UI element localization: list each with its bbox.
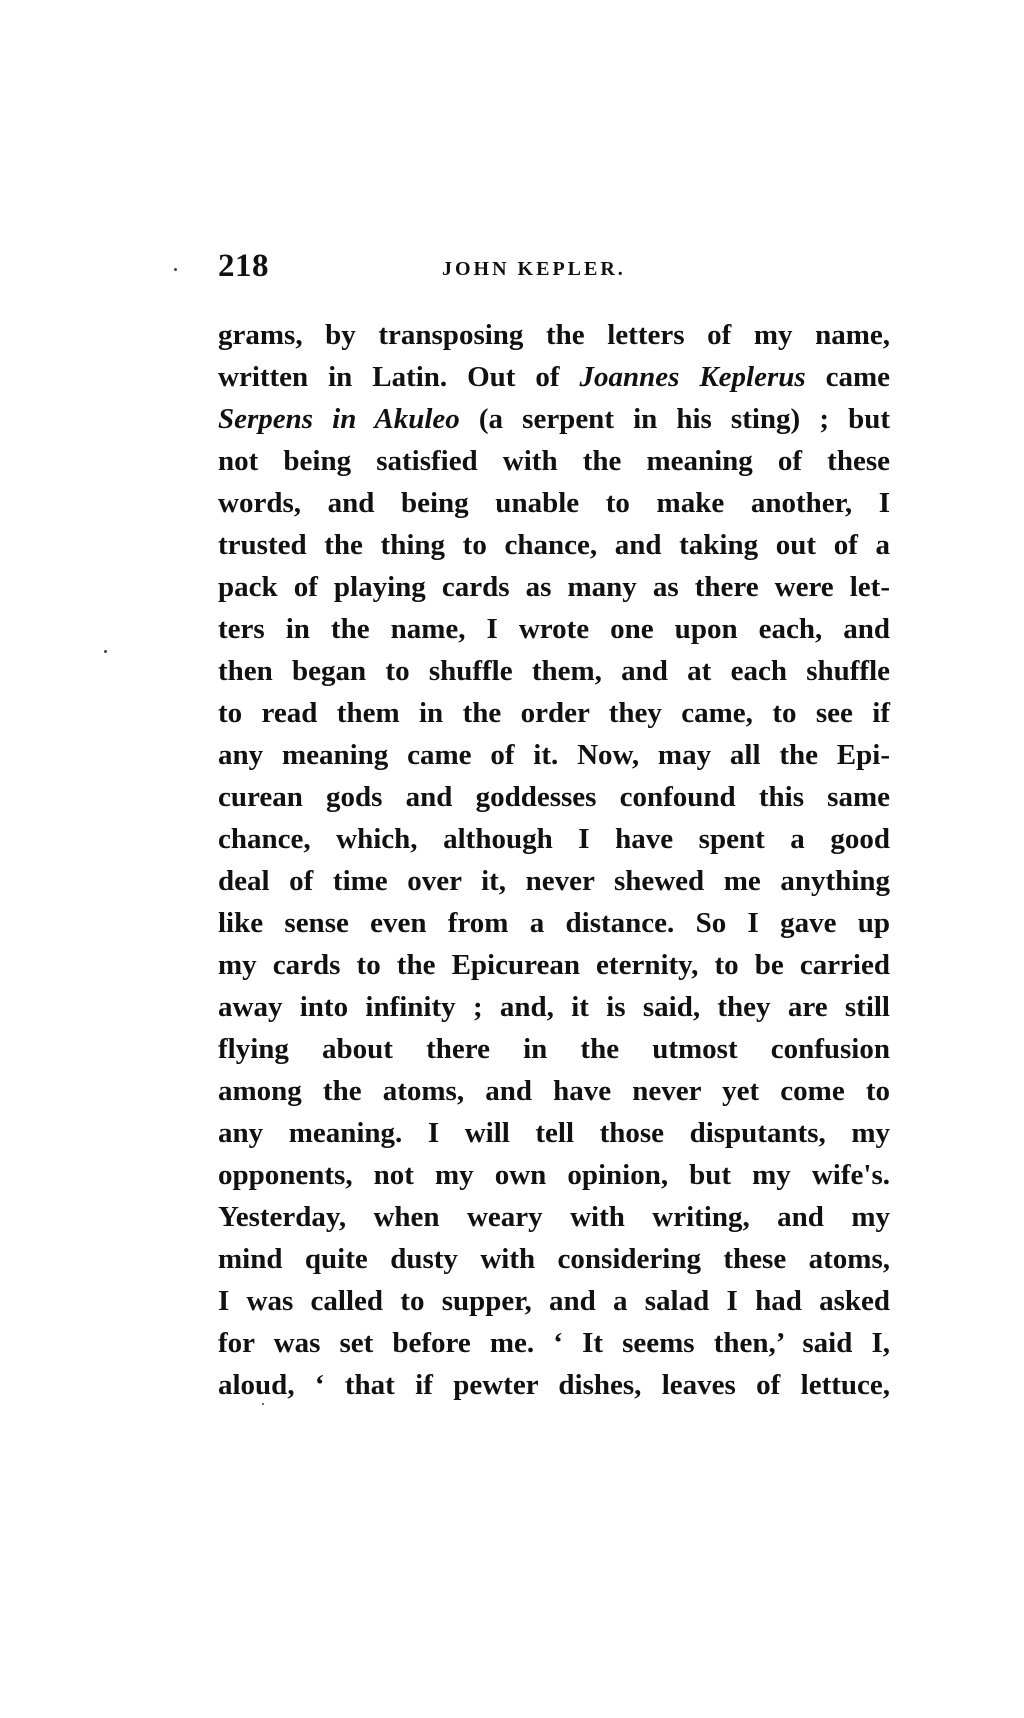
text-segment: my cards to the Epicurean eternity, to be carried (218, 949, 890, 981)
text-segment: any meaning. I will tell those disputants, my (218, 1117, 890, 1149)
text-segment: pack of playing cards as many as there were let- (218, 571, 890, 603)
text-segment: curean gods and goddesses confound this same (218, 781, 890, 813)
scan-speck (104, 650, 107, 653)
page-header (218, 248, 890, 288)
text-line (218, 1070, 890, 1112)
text-line (218, 734, 890, 776)
text-line (218, 1238, 890, 1280)
text-line (218, 776, 890, 818)
text-segment: flying about there in the utmost confusion (218, 1033, 890, 1065)
text-line (218, 1028, 890, 1070)
text-segment: deal of time over it, never shewed me anything (218, 865, 890, 897)
text-line (218, 650, 890, 692)
scan-speck (262, 1403, 264, 1405)
text-line (218, 860, 890, 902)
text-line (218, 692, 890, 734)
text-segment: words, and being unable to make another, I (218, 487, 890, 519)
italic-text-segment: Joannes Keplerus (579, 361, 806, 393)
text-line (218, 1364, 890, 1406)
italic-text-segment: Serpens in Akuleo (218, 403, 460, 435)
text-segment: chance, which, although I have spent a good (218, 823, 890, 855)
text-segment: I was called to supper, and a salad I had asked (218, 1285, 890, 1317)
text-segment: then began to shuffle them, and at each shuffle (218, 655, 890, 687)
text-segment: to read them in the order they came, to see if (218, 697, 890, 729)
text-segment: for was set before me. ‘ It seems then,’ said I, (218, 1327, 890, 1359)
text-line (218, 818, 890, 860)
text-segment: away into infinity ; and, it is said, they are still (218, 991, 890, 1023)
scan-speck (174, 268, 177, 271)
text-segment: grams, by transposing the letters of my name, (218, 319, 890, 351)
text-line (218, 566, 890, 608)
text-segment: aloud, ‘ that if pewter dishes, leaves of lettuce, (218, 1369, 890, 1401)
text-line (218, 1196, 890, 1238)
text-segment: written in Latin. Out of (218, 361, 580, 393)
text-segment: Yesterday, when weary with writing, and my (218, 1201, 890, 1233)
running-head: JOHN KEPLER. (442, 258, 626, 280)
text-line (218, 524, 890, 566)
text-segment: trusted the thing to chance, and taking out of a (218, 529, 890, 561)
text-line (218, 1280, 890, 1322)
text-line (218, 440, 890, 482)
text-line (218, 314, 890, 356)
page-number: 218 (218, 248, 269, 284)
text-line (218, 608, 890, 650)
text-line (218, 902, 890, 944)
text-segment: (a serpent in his sting) ; but (459, 403, 890, 435)
text-segment: any meaning came of it. Now, may all the Epi- (218, 739, 890, 771)
text-segment: like sense even from a distance. So I gave up (218, 907, 890, 939)
text-line (218, 1322, 890, 1364)
text-line (218, 1154, 890, 1196)
text-line (218, 986, 890, 1028)
body-text (218, 314, 890, 1406)
text-line (218, 482, 890, 524)
text-segment: not being satisfied with the meaning of these (218, 445, 890, 477)
text-segment: came (805, 361, 891, 393)
text-line (218, 398, 890, 440)
text-line (218, 1112, 890, 1154)
text-segment: ters in the name, I wrote one upon each, and (218, 613, 890, 645)
text-segment: mind quite dusty with considering these atoms, (218, 1243, 890, 1275)
text-segment: among the atoms, and have never yet come to (218, 1075, 890, 1107)
text-segment: opponents, not my own opinion, but my wife's. (218, 1159, 890, 1191)
text-line (218, 944, 890, 986)
text-line (218, 356, 890, 398)
